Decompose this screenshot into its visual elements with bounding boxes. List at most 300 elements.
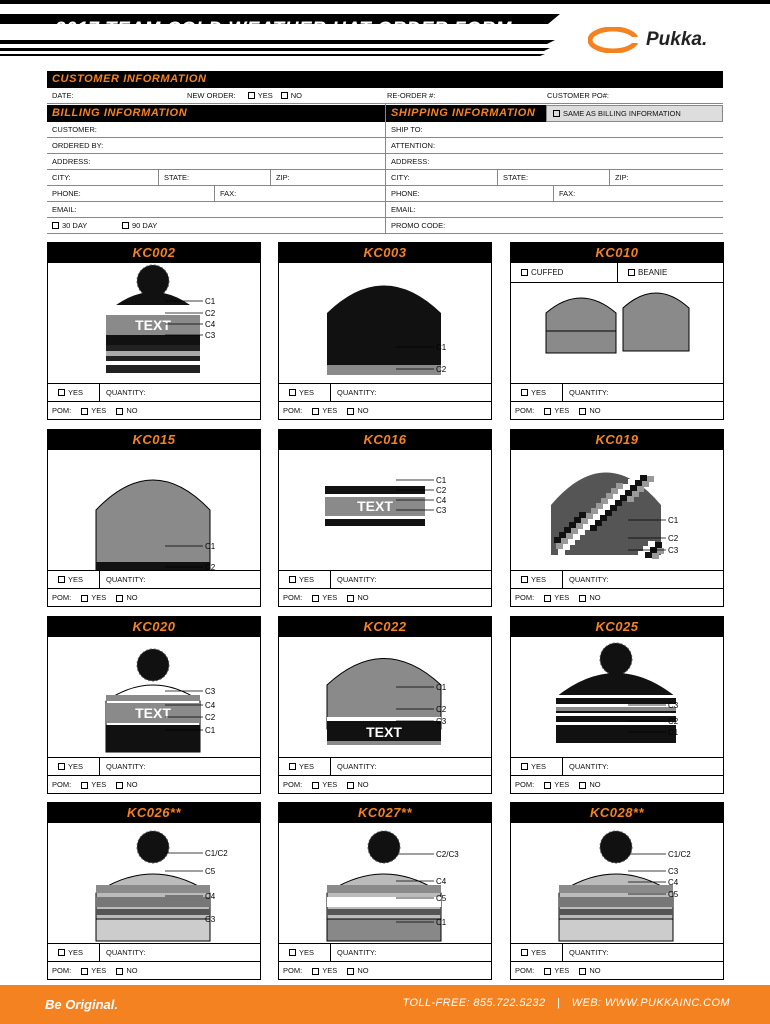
order-rows xyxy=(48,757,260,793)
pom-no-label: NO xyxy=(126,780,138,789)
order-form xyxy=(47,71,723,234)
pom-yes-label: YES xyxy=(554,406,570,415)
hat-illustration-icon xyxy=(511,637,723,757)
pom-label: POM: xyxy=(283,780,303,789)
shipping-fax-label: FAX: xyxy=(559,189,576,198)
select-option[interactable] xyxy=(48,758,100,775)
hat-illustration-icon xyxy=(48,637,260,757)
quantity-label: QUANTITY: xyxy=(106,575,146,584)
ship-to-label: SHIP TO: xyxy=(391,125,423,134)
hat-illustration-icon xyxy=(511,823,723,943)
color-zone-label: C4 xyxy=(205,892,216,901)
select-checkbox[interactable] xyxy=(289,763,296,770)
color-zone-label: C1 xyxy=(436,476,447,485)
terms-30-option[interactable] xyxy=(47,218,117,233)
pom-row xyxy=(511,775,723,793)
pom-options xyxy=(511,406,601,415)
pom-no-label: NO xyxy=(357,406,369,415)
select-checkbox[interactable] xyxy=(289,949,296,956)
pom-label: POM: xyxy=(515,406,535,415)
pom-no-checkbox[interactable] xyxy=(116,968,123,975)
pom-yes-checkbox[interactable] xyxy=(312,595,319,602)
shipping-email-label: EMAIL: xyxy=(391,205,416,214)
quantity-field[interactable] xyxy=(331,948,377,957)
pom-yes-label: YES xyxy=(91,780,107,789)
select-option[interactable] xyxy=(48,571,100,588)
shipping-city-field[interactable] xyxy=(386,170,498,185)
shipping-address-row[interactable] xyxy=(386,154,723,170)
color-zone-label: C4 xyxy=(436,877,447,886)
date-field[interactable] xyxy=(47,88,182,103)
color-zone-label: C1 xyxy=(205,726,216,735)
billing-email-label: EMAIL: xyxy=(52,205,77,214)
shipping-phone-row xyxy=(386,186,723,202)
billing-fax-field[interactable] xyxy=(215,186,383,201)
pom-no-label: NO xyxy=(589,966,601,975)
select-yes-label: YES xyxy=(531,948,547,957)
select-option[interactable] xyxy=(511,384,563,401)
pom-yes-checkbox[interactable] xyxy=(544,782,551,789)
tollfree-text: TOLL-FREE: 855.722.5232 xyxy=(402,997,546,1009)
shipping-state-label: STATE: xyxy=(503,173,529,182)
pom-row xyxy=(511,961,723,979)
hat-illustration-icon xyxy=(511,263,723,383)
beanie-label: BEANIE xyxy=(638,268,668,277)
select-yes-label: YES xyxy=(68,948,84,957)
select-option[interactable] xyxy=(279,944,331,961)
select-option[interactable] xyxy=(48,944,100,961)
promo-code-row[interactable] xyxy=(386,218,723,234)
contact-separator: | xyxy=(556,997,561,1009)
color-zone-label: C3 xyxy=(205,331,216,340)
color-zone-label: C1/C2 xyxy=(205,849,228,858)
select-yes-label: YES xyxy=(299,762,315,771)
billing-address-label: ADDRESS: xyxy=(52,157,91,166)
select-checkbox[interactable] xyxy=(289,389,296,396)
same-as-billing-label: SAME AS BILLING INFORMATION xyxy=(563,109,681,118)
order-rows xyxy=(279,943,491,979)
order-rows xyxy=(48,943,260,979)
select-option[interactable] xyxy=(511,571,563,588)
color-zone-label: C2 xyxy=(436,365,447,374)
reorder-field[interactable] xyxy=(382,88,542,103)
color-zone-label: C1 xyxy=(436,918,447,927)
select-checkbox[interactable] xyxy=(58,576,65,583)
select-yes-label: YES xyxy=(68,388,84,397)
pom-yes-checkbox[interactable] xyxy=(544,968,551,975)
promo-code-label: PROMO CODE: xyxy=(391,221,446,230)
product-card xyxy=(47,242,261,420)
product-code: KC010 xyxy=(511,243,723,263)
select-yes-label: YES xyxy=(299,388,315,397)
shipping-heading-row xyxy=(386,105,723,122)
color-zone-label: C4 xyxy=(205,320,216,329)
shipping-zip-field[interactable] xyxy=(610,170,720,185)
order-rows xyxy=(48,570,260,606)
quantity-field[interactable] xyxy=(100,388,146,397)
pom-yes-label: YES xyxy=(322,780,338,789)
shipping-email-row[interactable] xyxy=(386,202,723,218)
order-rows xyxy=(279,570,491,606)
quantity-label: QUANTITY: xyxy=(106,948,146,957)
pom-yes-label: YES xyxy=(91,966,107,975)
pom-label: POM: xyxy=(52,966,72,975)
pom-yes-checkbox[interactable] xyxy=(81,408,88,415)
pom-label: POM: xyxy=(283,593,303,602)
product-card xyxy=(278,802,492,980)
shipping-city-row xyxy=(386,170,723,186)
pom-row xyxy=(279,401,491,419)
pom-no-checkbox[interactable] xyxy=(579,408,586,415)
product-card xyxy=(278,429,492,607)
quantity-row xyxy=(48,943,260,961)
quantity-row xyxy=(511,943,723,961)
pom-row xyxy=(511,401,723,419)
color-zone-label: C2 xyxy=(205,563,216,570)
reorder-label: RE-ORDER #: xyxy=(387,91,436,100)
attention-label: ATTENTION: xyxy=(391,141,436,150)
billing-customer-label: CUSTOMER: xyxy=(52,125,97,134)
quantity-field[interactable] xyxy=(331,762,377,771)
order-rows xyxy=(279,757,491,793)
quantity-row xyxy=(279,757,491,775)
select-checkbox[interactable] xyxy=(58,763,65,770)
quantity-field[interactable] xyxy=(100,762,146,771)
pom-options xyxy=(279,780,369,789)
website-link[interactable]: WEB: WWW.PUKKAINC.COM xyxy=(571,997,730,1009)
quantity-row xyxy=(48,383,260,401)
pom-yes-checkbox[interactable] xyxy=(81,782,88,789)
pom-no-label: NO xyxy=(357,966,369,975)
pom-no-checkbox[interactable] xyxy=(347,782,354,789)
pom-yes-checkbox[interactable] xyxy=(81,595,88,602)
pom-label: POM: xyxy=(52,780,72,789)
billing-city-field[interactable] xyxy=(47,170,159,185)
select-option[interactable] xyxy=(279,571,331,588)
billing-terms-row xyxy=(47,218,385,234)
product-code: KC003 xyxy=(279,243,491,263)
product-card xyxy=(510,802,724,980)
select-yes-label: YES xyxy=(531,762,547,771)
product-code: KC019 xyxy=(511,430,723,450)
billing-ordered-by-row[interactable] xyxy=(47,138,385,154)
product-card xyxy=(510,242,724,420)
quantity-field[interactable] xyxy=(563,948,609,957)
quantity-label: QUANTITY: xyxy=(337,388,377,397)
product-code: KC028** xyxy=(511,803,723,823)
pom-label: POM: xyxy=(515,966,535,975)
terms-90-option[interactable] xyxy=(117,218,197,233)
billing-phone-field[interactable] xyxy=(47,186,215,201)
pom-label: POM: xyxy=(515,780,535,789)
quantity-field[interactable] xyxy=(331,575,377,584)
text-placeholder: TEXT xyxy=(135,317,171,333)
color-zone-label: C3 xyxy=(668,546,679,555)
pom-options xyxy=(511,966,601,975)
product-code: KC015 xyxy=(48,430,260,450)
pom-label: POM: xyxy=(52,593,72,602)
product-card xyxy=(278,242,492,420)
customer-po-field[interactable] xyxy=(542,88,722,103)
pom-label: POM: xyxy=(283,966,303,975)
quantity-label: QUANTITY: xyxy=(569,948,609,957)
new-order-yes-label: YES xyxy=(257,91,273,100)
terms-30-checkbox[interactable] xyxy=(52,222,59,229)
pom-no-checkbox[interactable] xyxy=(347,408,354,415)
quantity-field[interactable] xyxy=(100,575,146,584)
same-as-billing-checkbox[interactable] xyxy=(553,110,560,117)
hat-illustration-icon xyxy=(279,823,491,943)
pom-row xyxy=(511,588,723,606)
pom-yes-label: YES xyxy=(554,593,570,602)
order-rows xyxy=(511,570,723,606)
color-zone-label: C4 xyxy=(436,496,447,505)
page-title: 2017 TEAM COLD WEATHER HAT ORDER FORM xyxy=(55,19,512,40)
pom-row xyxy=(48,775,260,793)
terms-30-label: 30 DAY xyxy=(62,221,88,230)
billing-zip-field[interactable] xyxy=(271,170,381,185)
customer-info-heading: CUSTOMER INFORMATION xyxy=(47,71,723,88)
billing-phone-label: PHONE: xyxy=(52,189,81,198)
color-zone-label: C5 xyxy=(436,894,447,903)
pom-no-checkbox[interactable] xyxy=(579,782,586,789)
pom-yes-checkbox[interactable] xyxy=(544,595,551,602)
pom-yes-checkbox[interactable] xyxy=(544,408,551,415)
select-option[interactable] xyxy=(279,384,331,401)
select-yes-label: YES xyxy=(299,575,315,584)
select-checkbox[interactable] xyxy=(58,949,65,956)
select-option[interactable] xyxy=(48,384,100,401)
billing-email-row[interactable] xyxy=(47,202,385,218)
select-option[interactable] xyxy=(511,944,563,961)
pom-options xyxy=(48,406,138,415)
pom-no-checkbox[interactable] xyxy=(347,968,354,975)
order-rows xyxy=(279,383,491,419)
pom-yes-label: YES xyxy=(322,593,338,602)
color-zone-label: C2 xyxy=(436,705,447,714)
quantity-row xyxy=(48,757,260,775)
color-zone-label: C4 xyxy=(668,878,679,887)
order-rows xyxy=(511,943,723,979)
color-zone-label: C3 xyxy=(436,506,447,515)
quantity-field[interactable] xyxy=(100,948,146,957)
quantity-field[interactable] xyxy=(331,388,377,397)
pom-yes-label: YES xyxy=(322,966,338,975)
new-order-yes-checkbox[interactable] xyxy=(248,92,255,99)
pom-yes-label: YES xyxy=(554,966,570,975)
shipping-city-label: CITY: xyxy=(391,173,410,182)
select-option[interactable] xyxy=(279,758,331,775)
quantity-row xyxy=(279,383,491,401)
quantity-label: QUANTITY: xyxy=(337,762,377,771)
quantity-row xyxy=(279,943,491,961)
pom-yes-checkbox[interactable] xyxy=(312,408,319,415)
quantity-label: QUANTITY: xyxy=(569,762,609,771)
color-zone-label: C1 xyxy=(668,516,679,525)
pom-no-checkbox[interactable] xyxy=(116,408,123,415)
pom-label: POM: xyxy=(515,593,535,602)
select-checkbox[interactable] xyxy=(521,763,528,770)
quantity-field[interactable] xyxy=(563,575,609,584)
color-zone-label: C2 xyxy=(668,717,679,726)
pom-options xyxy=(48,780,138,789)
pom-no-label: NO xyxy=(126,593,138,602)
product-code: KC002 xyxy=(48,243,260,263)
select-checkbox[interactable] xyxy=(521,576,528,583)
quantity-field[interactable] xyxy=(563,762,609,771)
select-option[interactable] xyxy=(511,758,563,775)
color-zone-label: C3 xyxy=(205,687,216,696)
new-order-no-checkbox[interactable] xyxy=(281,92,288,99)
color-zone-label: C1/C2 xyxy=(668,850,691,859)
product-card xyxy=(47,429,261,607)
pom-no-label: NO xyxy=(357,593,369,602)
hat-illustration-icon xyxy=(48,823,260,943)
color-zone-label: C1 xyxy=(436,343,447,352)
select-checkbox[interactable] xyxy=(289,576,296,583)
quantity-label: QUANTITY: xyxy=(569,575,609,584)
new-order-label: NEW ORDER: xyxy=(187,91,236,100)
pom-options xyxy=(48,966,138,975)
color-zone-label: C4 xyxy=(205,701,216,710)
billing-phone-row xyxy=(47,186,385,202)
color-zone-label: C1 xyxy=(668,728,679,737)
pom-row xyxy=(48,401,260,419)
pom-options xyxy=(279,406,369,415)
select-yes-label: YES xyxy=(531,575,547,584)
shipping-address-label: ADDRESS: xyxy=(391,157,430,166)
color-zone-label: C3 xyxy=(205,915,216,924)
pom-no-label: NO xyxy=(589,780,601,789)
quantity-row xyxy=(511,570,723,588)
pom-yes-checkbox[interactable] xyxy=(81,968,88,975)
shipping-heading: SHIPPING INFORMATION xyxy=(386,105,546,122)
color-zone-label: C1 xyxy=(436,683,447,692)
new-order-no-label: NO xyxy=(290,91,303,100)
billing-state-label: STATE: xyxy=(164,173,190,182)
billing-address-row[interactable] xyxy=(47,154,385,170)
product-code: KC026** xyxy=(48,803,260,823)
shipping-fax-field[interactable] xyxy=(554,186,722,201)
quantity-row xyxy=(511,383,723,401)
color-zone-label: C1 xyxy=(205,542,216,551)
pom-row xyxy=(48,961,260,979)
color-zone-label: C5 xyxy=(205,867,216,876)
page-footer xyxy=(0,985,770,1024)
pom-row xyxy=(279,961,491,979)
pom-options xyxy=(279,966,369,975)
product-card xyxy=(278,616,492,794)
shipping-column xyxy=(385,104,723,234)
billing-shipping-columns xyxy=(47,104,723,234)
shipping-zip-label: ZIP: xyxy=(615,173,629,182)
select-yes-label: YES xyxy=(68,762,84,771)
pom-yes-label: YES xyxy=(91,593,107,602)
text-placeholder: TEXT xyxy=(135,705,171,721)
product-code: KC025 xyxy=(511,617,723,637)
shipping-state-field[interactable] xyxy=(498,170,610,185)
color-zone-label: C1 xyxy=(205,297,216,306)
select-checkbox[interactable] xyxy=(521,389,528,396)
pom-options xyxy=(511,780,601,789)
color-zone-label: C3 xyxy=(668,867,679,876)
same-as-billing-option[interactable] xyxy=(546,105,723,122)
pom-no-label: NO xyxy=(126,966,138,975)
shipping-phone-field[interactable] xyxy=(386,186,554,201)
product-code: KC016 xyxy=(279,430,491,450)
pom-no-checkbox[interactable] xyxy=(347,595,354,602)
pom-yes-checkbox[interactable] xyxy=(312,782,319,789)
attention-row[interactable] xyxy=(386,138,723,154)
pom-options xyxy=(279,593,369,602)
pom-no-checkbox[interactable] xyxy=(116,595,123,602)
pom-yes-label: YES xyxy=(554,780,570,789)
color-zone-label: C2/C3 xyxy=(436,850,459,859)
hat-illustration-icon xyxy=(279,263,491,383)
pom-row xyxy=(279,775,491,793)
ship-to-row[interactable] xyxy=(386,122,723,138)
pom-no-label: NO xyxy=(126,406,138,415)
pom-yes-label: YES xyxy=(91,406,107,415)
pom-no-checkbox[interactable] xyxy=(579,968,586,975)
quantity-label: QUANTITY: xyxy=(106,762,146,771)
select-checkbox[interactable] xyxy=(521,949,528,956)
order-rows xyxy=(511,383,723,419)
pom-yes-checkbox[interactable] xyxy=(312,968,319,975)
color-zone-label: C2 xyxy=(205,309,216,318)
pom-label: POM: xyxy=(283,406,303,415)
order-rows xyxy=(48,383,260,419)
select-checkbox[interactable] xyxy=(58,389,65,396)
pom-row xyxy=(48,588,260,606)
pom-no-label: NO xyxy=(589,593,601,602)
text-placeholder: TEXT xyxy=(366,724,402,740)
quantity-label: QUANTITY: xyxy=(337,948,377,957)
hat-illustration-icon xyxy=(279,637,491,757)
billing-heading: BILLING INFORMATION xyxy=(47,105,385,122)
billing-state-field[interactable] xyxy=(159,170,271,185)
pom-no-checkbox[interactable] xyxy=(116,782,123,789)
product-card xyxy=(510,616,724,794)
pom-label: POM: xyxy=(52,406,72,415)
pom-no-checkbox[interactable] xyxy=(579,595,586,602)
slogan: Be Original. xyxy=(45,997,118,1012)
text-placeholder: TEXT xyxy=(357,498,393,514)
product-card xyxy=(510,429,724,607)
billing-city-label: CITY: xyxy=(52,173,71,182)
pom-no-label: NO xyxy=(357,780,369,789)
customer-info-row xyxy=(47,88,723,104)
quantity-row xyxy=(279,570,491,588)
hat-illustration-icon xyxy=(279,450,491,570)
billing-fax-label: FAX: xyxy=(220,189,237,198)
color-zone-label: C2 xyxy=(668,534,679,543)
hat-illustration-icon xyxy=(48,263,260,383)
product-code: KC027** xyxy=(279,803,491,823)
billing-ordered-by-label: ORDERED BY: xyxy=(52,141,104,150)
quantity-row xyxy=(511,757,723,775)
terms-90-checkbox[interactable] xyxy=(122,222,129,229)
contact-info xyxy=(403,997,730,1009)
hat-illustration-icon xyxy=(48,450,260,570)
product-card xyxy=(47,802,261,980)
pom-row xyxy=(279,588,491,606)
quantity-field[interactable] xyxy=(563,388,609,397)
select-yes-label: YES xyxy=(68,575,84,584)
new-order-field xyxy=(182,88,382,103)
billing-customer-row[interactable] xyxy=(47,122,385,138)
select-yes-label: YES xyxy=(299,948,315,957)
